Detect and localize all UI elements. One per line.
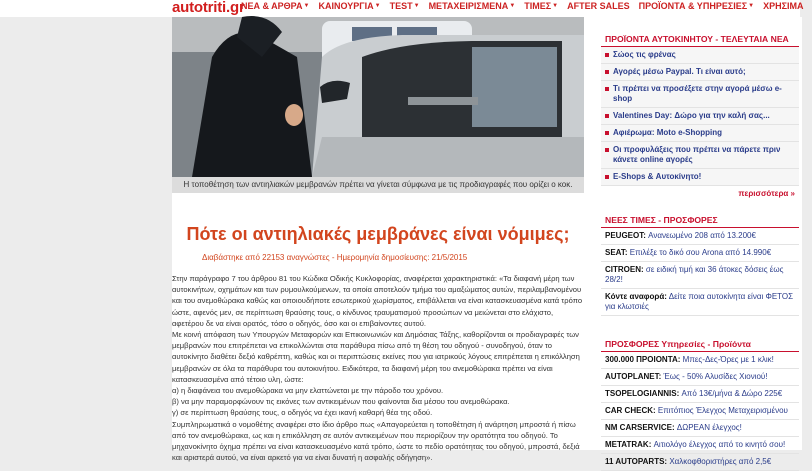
left-margin: [0, 17, 172, 450]
offer-brand: 300.000 ΠΡΟΙΟΝΤΑ:: [605, 355, 681, 364]
offers-box: [601, 337, 799, 471]
offer-item[interactable]: [601, 437, 799, 454]
product-news-link[interactable]: Οι προφυλάξεις που πρέπει να πάρετε πριν κάνετε online αγορές: [601, 142, 799, 169]
offer-item[interactable]: [601, 386, 799, 403]
price-text: Ανανεωμένο 208 από 13.200€: [648, 231, 756, 240]
article-paragraph: Συμπληρωματικά ο νομοθέτης αναφέρει στο ίδιο άρθρο πως «Απαγορεύεται η τοποθέτηση ή ανάρτηση μπροστά ή πίσω από τον ανεμοθώρακα, ως και η επικόλληση σε αυτόν αντικειμένων που περιορίζουν την ορατότητα του οδηγού. Το μηχανοκίνητο όχημα πρέπει να είναι κατασκευασμένο κατά τρόπο, ώστε το πεδίο ορατότητας του οδηγού, μπροστά, δεξιά και αριστερά αυτού, να είναι αρκετό για να είναι δυνατή η ασφαλής οδήγηση».: [172, 419, 580, 463]
offer-brand: CAR CHECK:: [605, 406, 656, 415]
nav-item-label: ΧΡΗΣΙΜΑ: [763, 1, 804, 11]
chevron-down-icon: ▼: [552, 3, 559, 9]
price-brand: PEUGEOT:: [605, 231, 646, 240]
article-paragraph: β) να μην παραμορφώνουν τις εικόνες των αντικειμένων που φαίνονται δια μέσου του ανεμοθώρακα.: [172, 397, 510, 407]
offer-item[interactable]: [601, 420, 799, 437]
more-link[interactable]: περισσότερα »: [738, 189, 795, 198]
article-title: Πότε οι αντιηλιακές μεμβράνες είναι νόμιμες;: [186, 224, 570, 244]
product-news-link[interactable]: Τι πρέπει να προσέξετε στην αγορά μέσω e-shop: [601, 81, 799, 108]
price-brand: CITROEN:: [605, 265, 644, 274]
article-paragraph: Με κοινή απόφαση των Υπουργών Μεταφορών και Επικοινωνιών και Δημόσιας Τάξης, καθορίζονται οι προδιαγραφές των μεμβρανών που επιτρέπεται να επικολλώνται στα παράθυρα πίσω από τη θέση του οδηγού - συνοδηγού, όταν το αυτοκίνητο διαθέτει δεξιό καθρέπτη, καθώς και οι περιπτώσεις εκείνες που για ιατρικούς λόγους επιτρέπεται η επικόλληση μεμβρανών σε όλα τα παράθυρα του αυτοκινήτου. Ειδικότερα, τα διαφανή μέρη του ανεμοθώρακα πρέπει να είναι κατασκευασμένα από τέτοιο υλη, ώστε:: [172, 330, 580, 384]
offer-brand: METATRAK:: [605, 440, 652, 449]
nav-item[interactable]: [763, 1, 803, 11]
nav-item-label: AFTER SALES: [567, 1, 630, 11]
price-item[interactable]: [601, 289, 799, 316]
price-brand: SEAT:: [605, 248, 628, 257]
price-text: σε ειδική τιμή και 36 άτοκες δόσεις έως 28/2!: [605, 265, 784, 284]
product-news-link[interactable]: Valentines Day: Δώρο για την καλή σας...: [601, 108, 799, 125]
product-news-link[interactable]: Αγορές μέσω Paypal. Τι είναι αυτό;: [601, 64, 799, 81]
chevron-down-icon: ▼: [303, 3, 310, 9]
price-text: Δείτε ποια αυτοκίνητα είναι ΦΕΤΟΣ για κλωτσιές: [605, 292, 794, 311]
site-logo[interactable]: autotriti.gr: [172, 0, 245, 16]
price-item[interactable]: [601, 262, 799, 289]
nav-item-label: ΚΑΙΝΟΥΡΓΙΑ: [318, 1, 374, 11]
article-body: [172, 273, 584, 463]
product-news-link[interactable]: Αφιέρωμα: Moto e-Shopping: [601, 125, 799, 142]
product-news-link[interactable]: E-Shops & Αυτοκίνητο!: [601, 169, 799, 186]
page-content: [172, 17, 802, 466]
nav-item[interactable]: [524, 1, 558, 11]
offer-brand: AUTOPLANET:: [605, 372, 662, 381]
nav-item[interactable]: [567, 1, 630, 11]
article-paragraph: α) η διαφάνεια του ανεμοθώρακα να μην ελαττώνεται με την πάροδο του χρόνου.: [172, 386, 444, 396]
chevron-down-icon: ▼: [509, 3, 516, 9]
offer-text: Αιτιολόγο έλεγχος από το κινητό σου!: [653, 440, 786, 449]
offer-text: Επιτόπιος Έλεγχος Μεταχειρισμένου: [657, 406, 788, 415]
chevron-down-icon: ▼: [748, 3, 755, 9]
nav-item[interactable]: [639, 1, 754, 11]
offer-text: ΔΩΡΕΑΝ έλεγχος!: [676, 423, 742, 432]
offers-box-title: ΠΡΟΣΦΟΡΕΣ Υπηρεσίες - Προϊόντα: [601, 337, 799, 352]
product-news-link[interactable]: Σώος τις φρένας: [601, 47, 799, 64]
nav-item[interactable]: [390, 1, 420, 11]
article-paragraph: Στην παράγραφο 7 του άρθρου 81 του Κώδικα Οδικής Κυκλοφορίας, αναφέρεται χαρακτηριστικά: «Τα διαφανή μέρη των αυτοκινήτων, οχημάτων και των ρυμουλκούμενων, τα οποία αποτελούν τμήμα του αμαξώματος αυτών, περιλαμβανομένου και του ανεμοθώρακα καθώς και οποιουδήποτε εσωτερικού χωρίσματος, επιβάλλεται να είναι κατασκευασμένα κατά τρόπο ώστε, αφενός μεν, σε περίπτωση θραύσης τους, ο κίνδυνος τραυματισμού προσώπων να μειώνεται στο ελάχιστο, αφετέρου δε να είναι ορατός, τόσο ο οδηγός, όσο και οι επιβαίνοντες αυτού.: [172, 274, 583, 328]
offer-text: Από 13€/μήνα & Δώρο 225€: [681, 389, 783, 398]
article-photo: [172, 17, 584, 177]
article-paragraph: γ) σε περίπτωση θραύσης τους, ο οδηγός να έχει ικανή καθαρή θέα της οδού.: [172, 408, 433, 418]
offer-item[interactable]: [601, 403, 799, 420]
nav-item[interactable]: [318, 1, 380, 11]
offer-brand: NM CARSERVICE:: [605, 423, 675, 432]
price-item[interactable]: [601, 228, 799, 245]
offer-text: Χαλκοφθοριστήρες από 2,5€: [669, 457, 772, 466]
products-box: [601, 32, 799, 201]
offer-text: Έως - 50% Αλυσίδες Χιονιού!: [663, 372, 768, 381]
nav-item[interactable]: [429, 1, 516, 11]
prices-box-title: ΝΕΕΣ ΤΙΜΕΣ - ΠΡΟΣΦΟΡΕΣ: [601, 213, 799, 228]
offer-text: Μπες-Δες-Όρες με 1 κλικ!: [682, 355, 774, 364]
nav-item-label: ΝΕΑ & ΑΡΘΡΑ: [241, 1, 303, 11]
article-meta: Διαβάστηκε από 22153 αναγνώστες - Ημερομηνία δημοσίευσης: 21/5/2015: [202, 253, 468, 262]
article-photo-image: [172, 17, 584, 177]
nav-item-label: ΜΕΤΑΧΕΙΡΙΣΜΕΝΑ: [428, 1, 509, 11]
offer-item[interactable]: [601, 454, 799, 471]
photo-caption: Η τοποθέτηση των αντιηλιακών μεμβρανών πρέπει να γίνεται σύμφωνα με τις προδιαγραφές που ορίζει ο κοκ.: [172, 177, 584, 193]
products-box-title: ΠΡΟΪΟΝΤΑ ΑΥΤΟΚΙΝΗΤΟΥ - ΤΕΛΕΥΤΑΙΑ ΝΕΑ: [601, 32, 799, 47]
nav-item-label: TEST: [389, 1, 413, 11]
offer-item[interactable]: [601, 352, 799, 369]
offer-brand: 11 AUTOPARTS:: [605, 457, 668, 466]
chevron-down-icon: ▼: [413, 3, 420, 9]
price-brand: Κόντε αναφορά:: [605, 292, 667, 301]
nav-item-label: ΠΡΟΪΟΝΤΑ & ΥΠΗΡΕΣΙΕΣ: [638, 1, 748, 11]
prices-box: [601, 213, 799, 316]
nav-item[interactable]: [241, 1, 309, 11]
top-navigation: [0, 0, 804, 17]
offer-brand: TSOPELOGIANNIS:: [605, 389, 680, 398]
nav-item-label: ΤΙΜΕΣ: [524, 1, 552, 11]
main-menu: [241, 1, 812, 11]
price-text: Επιλέξε το δικό σου Arona από 14.990€: [629, 248, 772, 257]
offer-item[interactable]: [601, 369, 799, 386]
chevron-down-icon: ▼: [374, 3, 381, 9]
price-item[interactable]: [601, 245, 799, 262]
